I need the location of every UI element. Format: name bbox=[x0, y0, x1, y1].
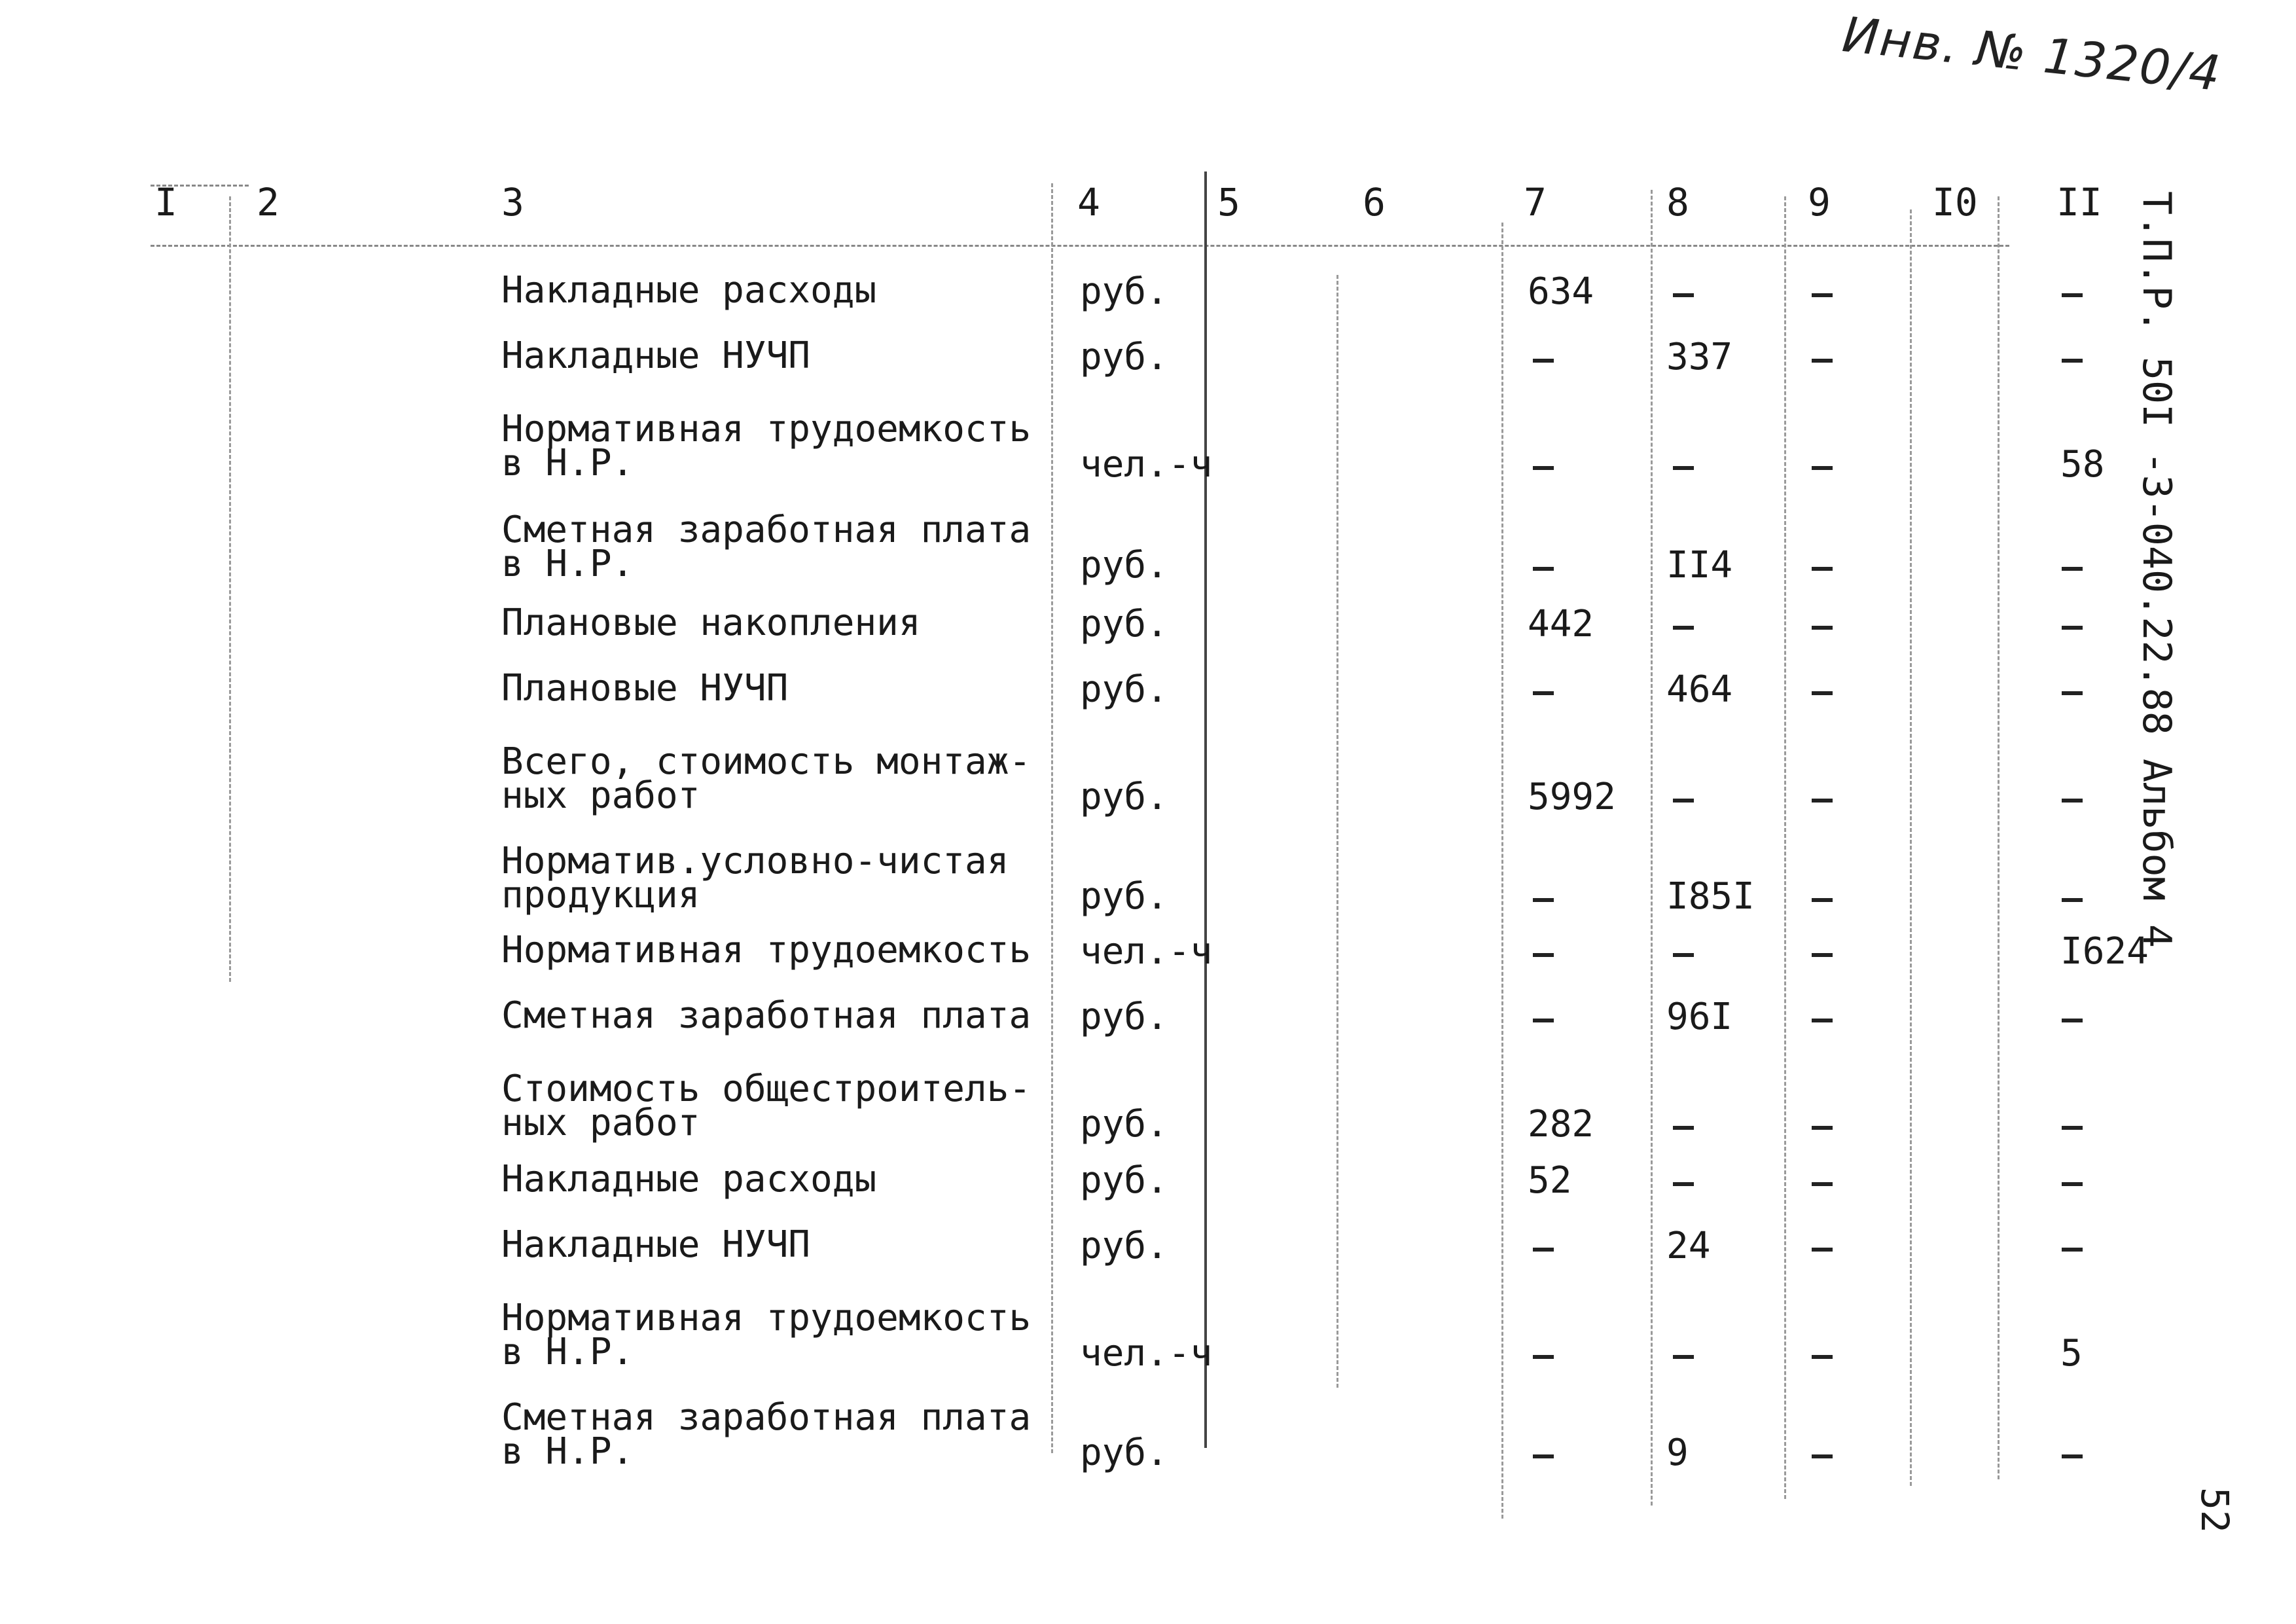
empty-cell-dash-c9 bbox=[1812, 466, 1833, 470]
row-indicator-name: Сметная заработная плата в Н.Р. bbox=[501, 509, 1031, 585]
row-unit: руб. bbox=[1080, 668, 1168, 711]
column-header-3: 3 bbox=[501, 180, 524, 225]
value-cell-c7: 52 bbox=[1528, 1159, 1572, 1202]
value-cell-c8: 464 bbox=[1666, 668, 1733, 711]
empty-cell-dash-c11 bbox=[2062, 799, 2083, 803]
row-unit: руб. bbox=[1080, 544, 1168, 586]
column-header-7: 7 bbox=[1524, 180, 1547, 225]
row-indicator-name: Стоимость общестроитель- ных работ bbox=[501, 1068, 1031, 1144]
row-indicator-name: Плановые накопления bbox=[501, 602, 921, 644]
row-indicator-name: Нормативная трудоемкость в Н.Р. bbox=[501, 408, 1031, 484]
column-divider-7-8 bbox=[1651, 190, 1653, 1506]
column-header-4: 4 bbox=[1077, 180, 1100, 225]
empty-cell-dash-c9 bbox=[1812, 898, 1833, 902]
empty-cell-dash-c7 bbox=[1533, 1355, 1554, 1359]
value-cell-c8: II4 bbox=[1666, 544, 1733, 586]
row-unit: руб. bbox=[1080, 1432, 1168, 1474]
row-unit: чел.-ч bbox=[1080, 930, 1213, 973]
empty-cell-dash-c8 bbox=[1673, 466, 1694, 470]
column-header-9: 9 bbox=[1808, 180, 1831, 225]
row-unit: руб. bbox=[1080, 1103, 1168, 1146]
empty-cell-dash-c8 bbox=[1673, 1126, 1694, 1130]
empty-cell-dash-c11 bbox=[2062, 898, 2083, 902]
row-indicator-name: Сметная заработная плата в Н.Р. bbox=[501, 1396, 1031, 1473]
empty-cell-dash-c7 bbox=[1533, 953, 1554, 957]
empty-cell-dash-c8 bbox=[1673, 799, 1694, 803]
row-indicator-name: Накладные расходы bbox=[501, 269, 877, 312]
value-cell-c11: 58 bbox=[2060, 443, 2105, 486]
value-cell-c8: 24 bbox=[1666, 1225, 1711, 1267]
empty-cell-dash-c8 bbox=[1673, 626, 1694, 630]
row-unit: руб. bbox=[1080, 336, 1168, 378]
empty-cell-dash-c11 bbox=[2062, 1248, 2083, 1252]
row-indicator-name: Всего, стоимость монтаж- ных работ bbox=[501, 740, 1031, 817]
empty-cell-dash-c9 bbox=[1812, 1355, 1833, 1359]
empty-cell-dash-c11 bbox=[2062, 691, 2083, 695]
column-header-6: 6 bbox=[1363, 180, 1386, 225]
empty-cell-dash-c11 bbox=[2062, 1182, 2083, 1186]
column-divider-6 bbox=[1336, 275, 1338, 1388]
header-bottom-rule bbox=[151, 245, 2009, 247]
column-divider-9-10 bbox=[1910, 209, 1912, 1486]
empty-cell-dash-c9 bbox=[1812, 1019, 1833, 1022]
empty-cell-dash-c8 bbox=[1673, 1355, 1694, 1359]
row-unit: чел.-ч bbox=[1080, 1332, 1213, 1375]
empty-cell-dash-c9 bbox=[1812, 293, 1833, 297]
column-divider-4-5 bbox=[1204, 171, 1207, 1448]
empty-cell-dash-c7 bbox=[1533, 1454, 1554, 1458]
column-header-11: II bbox=[2056, 180, 2102, 225]
column-divider-8-9 bbox=[1784, 196, 1786, 1499]
row-indicator-name: Норматив.условно-чистая продукция bbox=[501, 840, 1009, 916]
row-indicator-name: Сметная заработная плата bbox=[501, 994, 1031, 1037]
empty-cell-dash-c8 bbox=[1673, 293, 1694, 297]
value-cell-c8: I85I bbox=[1666, 875, 1755, 918]
empty-cell-dash-c11 bbox=[2062, 1454, 2083, 1458]
row-indicator-name: Накладные НУЧП bbox=[501, 334, 811, 377]
row-unit: руб. bbox=[1080, 996, 1168, 1038]
column-header-2: 2 bbox=[257, 180, 279, 225]
empty-cell-dash-c9 bbox=[1812, 626, 1833, 630]
empty-cell-dash-c11 bbox=[2062, 1126, 2083, 1130]
side-label: Т.П.Р. 50I -3-040.22.88 Альбом 4 bbox=[2134, 191, 2179, 948]
row-unit: руб. bbox=[1080, 776, 1168, 818]
column-divider-3-4 bbox=[1051, 183, 1053, 1453]
empty-cell-dash-c7 bbox=[1533, 898, 1554, 902]
row-unit: руб. bbox=[1080, 875, 1168, 918]
row-indicator-name: Накладные расходы bbox=[501, 1158, 877, 1200]
empty-cell-dash-c9 bbox=[1812, 953, 1833, 957]
column-divider-10-11 bbox=[1998, 196, 2000, 1479]
column-header-5: 5 bbox=[1217, 180, 1240, 225]
empty-cell-dash-c9 bbox=[1812, 1182, 1833, 1186]
header-top-rule bbox=[151, 185, 249, 187]
row-unit: чел.-ч bbox=[1080, 443, 1213, 486]
row-indicator-name: Нормативная трудоемкость в Н.Р. bbox=[501, 1297, 1031, 1373]
row-indicator-name: Плановые НУЧП bbox=[501, 667, 789, 710]
column-header-10: I0 bbox=[1932, 180, 1978, 225]
empty-cell-dash-c7 bbox=[1533, 691, 1554, 695]
empty-cell-dash-c7 bbox=[1533, 1019, 1554, 1022]
empty-cell-dash-c9 bbox=[1812, 799, 1833, 803]
row-unit: руб. bbox=[1080, 1159, 1168, 1202]
value-cell-c7: 282 bbox=[1528, 1103, 1594, 1146]
empty-cell-dash-c9 bbox=[1812, 1248, 1833, 1252]
column-header-8: 8 bbox=[1666, 180, 1689, 225]
value-cell-c8: 337 bbox=[1666, 336, 1733, 378]
value-cell-c8: 9 bbox=[1666, 1432, 1689, 1474]
empty-cell-dash-c7 bbox=[1533, 466, 1554, 470]
empty-cell-dash-c11 bbox=[2062, 293, 2083, 297]
row-indicator-name: Накладные НУЧП bbox=[501, 1223, 811, 1266]
empty-cell-dash-c11 bbox=[2062, 567, 2083, 571]
value-cell-c7: 442 bbox=[1528, 603, 1594, 645]
empty-cell-dash-c7 bbox=[1533, 1248, 1554, 1252]
empty-cell-dash-c9 bbox=[1812, 567, 1833, 571]
column-divider-1-2 bbox=[229, 196, 231, 982]
page-number: 52 bbox=[2193, 1487, 2237, 1533]
empty-cell-dash-c8 bbox=[1673, 953, 1694, 957]
row-unit: руб. bbox=[1080, 1225, 1168, 1267]
empty-cell-dash-c7 bbox=[1533, 359, 1554, 363]
empty-cell-dash-c8 bbox=[1673, 1182, 1694, 1186]
empty-cell-dash-c9 bbox=[1812, 1126, 1833, 1130]
row-indicator-name: Нормативная трудоемкость bbox=[501, 929, 1031, 971]
empty-cell-dash-c11 bbox=[2062, 359, 2083, 363]
row-unit: руб. bbox=[1080, 270, 1168, 313]
empty-cell-dash-c9 bbox=[1812, 359, 1833, 363]
value-cell-c8: 96I bbox=[1666, 996, 1733, 1038]
value-cell-c11: I624 bbox=[2060, 930, 2149, 973]
empty-cell-dash-c11 bbox=[2062, 1019, 2083, 1022]
empty-cell-dash-c7 bbox=[1533, 567, 1554, 571]
row-unit: руб. bbox=[1080, 603, 1168, 645]
empty-cell-dash-c9 bbox=[1812, 1454, 1833, 1458]
empty-cell-dash-c11 bbox=[2062, 626, 2083, 630]
empty-cell-dash-c9 bbox=[1812, 691, 1833, 695]
column-header-1: I bbox=[154, 180, 177, 225]
value-cell-c7: 634 bbox=[1528, 270, 1594, 313]
value-cell-c11: 5 bbox=[2060, 1332, 2083, 1375]
column-divider-6-7 bbox=[1501, 223, 1503, 1519]
inventory-note: Инв. № 1320/4 bbox=[1840, 7, 2225, 103]
value-cell-c7: 5992 bbox=[1528, 776, 1616, 818]
